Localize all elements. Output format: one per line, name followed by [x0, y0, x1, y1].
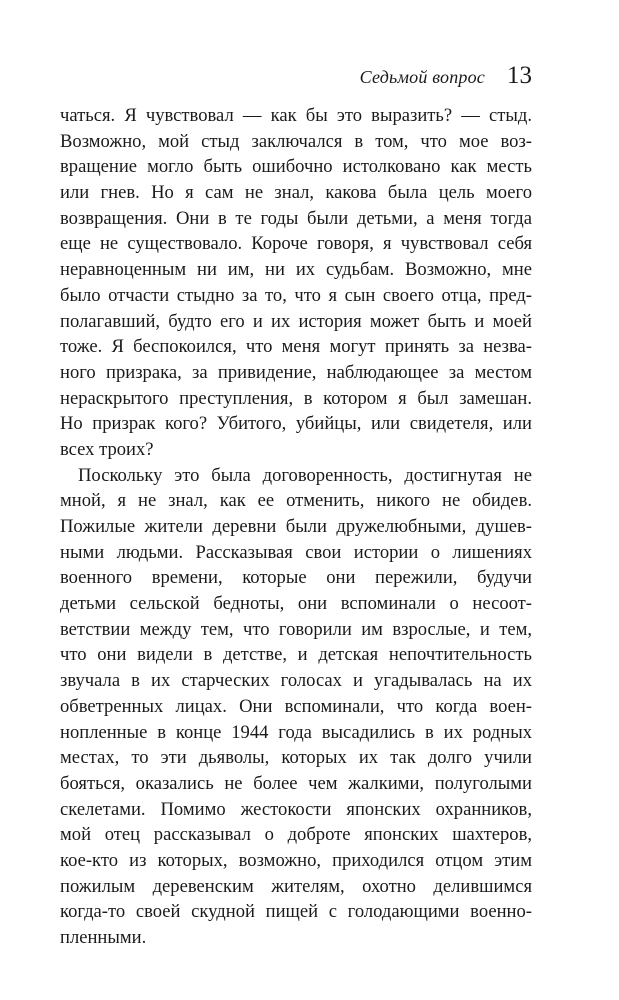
- text-line: скелетами. Помимо жестокости японских охранников,: [60, 798, 532, 820]
- text-line: звучала в их старческих голосах и угадывалась на их: [60, 670, 532, 692]
- text-line: неравноценным ни им, ни их судьбам. Возможно, мне: [60, 259, 532, 281]
- text-line: ветствии между тем, что говорили им взрослые, и тем,: [60, 618, 532, 640]
- text-line: или гнев. Но я сам не знал, какова была цель моего: [60, 182, 532, 204]
- text-line: вращение могло быть ошибочно истолковано как месть: [60, 156, 532, 178]
- text-line: еще не существовало. Короче говоря, я чувствовал себя: [60, 233, 532, 255]
- text-line: детьми сельской бедноты, они вспоминали о несоот-: [60, 593, 532, 615]
- text-line: мной, я не знал, как ее отменить, никого не обидев.: [60, 490, 532, 512]
- text-line: пленными.: [60, 927, 147, 948]
- text-line: когда-то своей скудной пищей с голодающими военно-: [60, 901, 532, 923]
- text-line: военного времени, которые они пережили, будучи: [60, 567, 532, 589]
- text-line: чаться. Я чувствовал — как бы это выразить? — стыд.: [60, 105, 532, 126]
- text-line: было отчасти стыдно за то, что я сын своего отца, пред-: [60, 284, 532, 306]
- text-line: Но призрак кого? Убитого, убийцы, или свидетеля, или: [60, 413, 532, 435]
- running-header: [60, 62, 532, 90]
- text-line: нопленные в конце 1944 года высадились в их родных: [60, 721, 532, 743]
- text-line: что они видели в детстве, и детская непочтительность: [60, 644, 532, 666]
- paragraph-1: [60, 103, 532, 463]
- paragraph-2: [60, 463, 532, 951]
- text-line: мой отец рассказывал о доброте японских шахтеров,: [60, 824, 532, 846]
- text-line: ными людьми. Рассказывая свои истории о лишениях: [60, 541, 532, 563]
- text-line: бояться, оказались не более чем жалкими, полуголыми: [60, 772, 532, 794]
- text-line: нераскрытого преступления, в котором я был замешан.: [60, 387, 532, 409]
- body-text: [60, 103, 532, 951]
- text-line: возвращения. Они в те годы были детьми, а меня тогда: [60, 207, 532, 229]
- text-line: всех троих?: [60, 438, 154, 460]
- text-line: Пожилые жители деревни были дружелюбными, душев-: [60, 516, 532, 537]
- text-line: обветренных лицах. Они вспоминали, что когда воен-: [60, 695, 532, 717]
- text-line: полагавший, будто его и их история может быть и моей: [60, 310, 532, 332]
- page-number: 13: [507, 62, 532, 89]
- text-line: пожилым деревенским жителям, охотно делившимся: [60, 875, 532, 897]
- text-line: тоже. Я беспокоился, что меня могут принять за незва-: [60, 336, 532, 358]
- text-line: местах, то эти дьяволы, которых их так долго учили: [60, 747, 532, 769]
- text-line: Поскольку это была договоренность, достигнутая не: [78, 464, 532, 486]
- running-title: Седьмой вопрос: [359, 67, 485, 87]
- text-line: кое-кто из которых, возможно, приходился отцом этим: [60, 849, 532, 871]
- text-line: Возможно, мой стыд заключался в том, что мое воз-: [60, 130, 532, 152]
- text-line: ного призрака, за привидение, наблюдающее за местом: [60, 361, 532, 383]
